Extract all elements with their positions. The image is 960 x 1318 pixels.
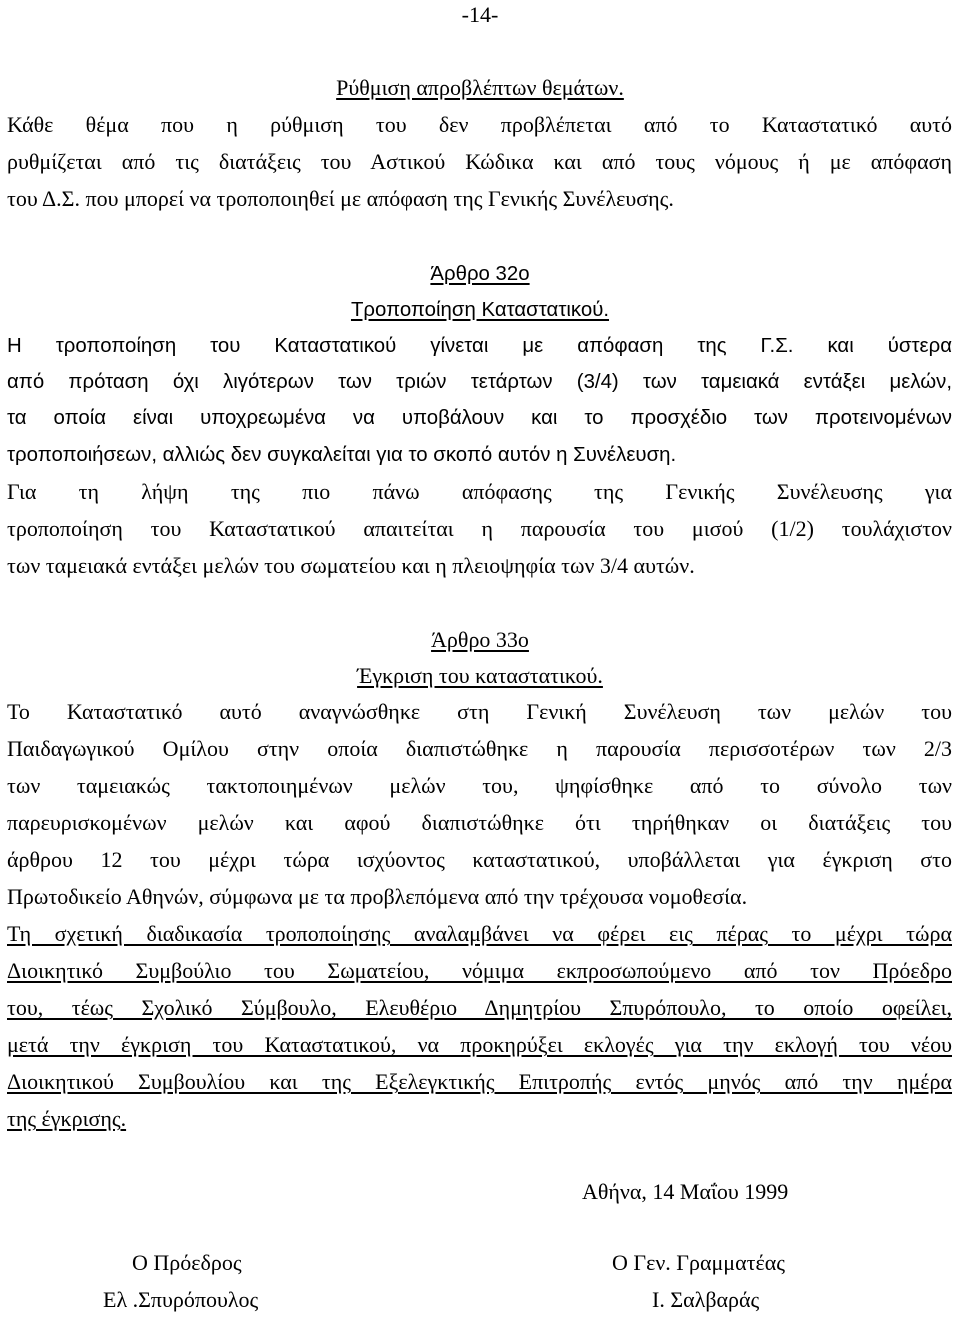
secretary-name: Ι. Σαλβαράς — [652, 1287, 760, 1312]
paragraph-line: τα οποία είναι υποχρεωμένα να υποβάλουν και το προσχέδιο των προτεινομένων — [7, 407, 952, 429]
paragraph-line: από πρόταση όχι λιγότερων των τριών τετάρτων (3/4) των ταμειακά εντάξει μελών, — [7, 371, 952, 393]
paragraph-line: των ταμειακά εντάξει μελών του σωματείου και η πλειοψηφία των 3/4 αυτών. — [7, 553, 695, 578]
paragraph-line: Παιδαγωγικού Ομίλου στην οποία διαπιστώθηκε η παρουσία περισσοτέρων των 2/3 — [7, 736, 952, 761]
paragraph-line: παρευρισκομένων μελών και αφού διαπιστώθηκε ότι τηρήθηκαν οι διατάξεις του — [7, 810, 952, 835]
article-32-number: Άρθρο 32ο — [430, 263, 530, 285]
underlined-paragraph-line: Τη σχετική διαδικασία τροποποίησης αναλαμβάνει να φέρει εις πέρας το μέχρι τώρα — [7, 921, 952, 946]
paragraph-line: τροποποιήσεων, αλλιώς δεν συγκαλείται για το σκοπό αυτόν η Συνέλευση. — [7, 444, 677, 466]
paragraph-line: Η τροποποίηση του Καταστατικού γίνεται με απόφαση της Γ.Σ. και ύστερα — [7, 335, 952, 357]
underlined-paragraph-line: της έγκρισης. — [7, 1106, 127, 1131]
underlined-paragraph-line: του, τέως Σχολικό Σύμβουλο, Ελευθέριο Δημητρίου Σπυρόπουλο, το οποίο οφείλει, — [7, 995, 952, 1020]
paragraph-line: Το Καταστατικό αυτό αναγνώσθηκε στη Γενική Συνέλευση των μελών του — [7, 699, 952, 724]
president-name: Ελ .Σπυρόπουλος — [103, 1287, 259, 1312]
underlined-paragraph-line: Διοικητικού Συμβουλίου και της Εξελεγκτικής Επιτροπής εντός μηνός από την ημέρα — [7, 1069, 952, 1094]
article-33-number: Άρθρο 33ο — [431, 627, 529, 652]
underlined-paragraph-line: Διοικητικό Συμβούλιο του Σωματείου, νόμιμα εκπροσωπούμενο από τον Πρόεδρο — [7, 958, 952, 983]
paragraph-line: Κάθε θέμα που η ρύθμιση του δεν προβλέπεται από το Καταστατικό αυτό — [7, 112, 952, 137]
secretary-title: Ο Γεν. Γραμματέας — [612, 1250, 785, 1275]
article-32-title: Τροποποίηση Καταστατικού. — [350, 299, 610, 321]
place-date: Αθήνα, 14 Μαΐου 1999 — [582, 1179, 789, 1204]
paragraph-line: Για τη λήψη της πιο πάνω απόφασης της Γενικής Συνέλευσης για — [7, 479, 952, 504]
section-heading-unforeseen: Ρύθμιση απροβλέπτων θεμάτων. — [336, 75, 624, 100]
paragraph-line: άρθρου 12 του μέχρι τώρα ισχύοντος καταστατικού, υποβάλλεται για έγκριση στο — [7, 847, 952, 872]
paragraph-line: τροποποίηση του Καταστατικού απαιτείται η παρουσία του μισού (1/2) τουλάχιστον — [7, 516, 952, 541]
president-title: Ο Πρόεδρος — [132, 1250, 242, 1275]
article-33-title: Έγκριση του καταστατικού. — [357, 663, 603, 688]
page-number: -14- — [461, 2, 499, 27]
paragraph-line: του Δ.Σ. που μπορεί να τροποποιηθεί με απόφαση της Γενικής Συνέλευσης. — [7, 186, 674, 211]
underlined-paragraph-line: μετά την έγκριση του Καταστατικού, να προκηρύξει εκλογές για την εκλογή του νέου — [7, 1032, 952, 1057]
paragraph-line: Πρωτοδικείο Αθηνών, σύμφωνα με τα προβλεπόμενα από την τρέχουσα νομοθεσία. — [7, 884, 748, 909]
paragraph-line: ρυθμίζεται από τις διατάξεις του Αστικού Κώδικα και από τους νόμους ή με απόφαση — [7, 149, 952, 174]
paragraph-line: των ταμειακώς τακτοποιημένων μελών του, ψηφίσθηκε από το σύνολο των — [7, 773, 952, 798]
